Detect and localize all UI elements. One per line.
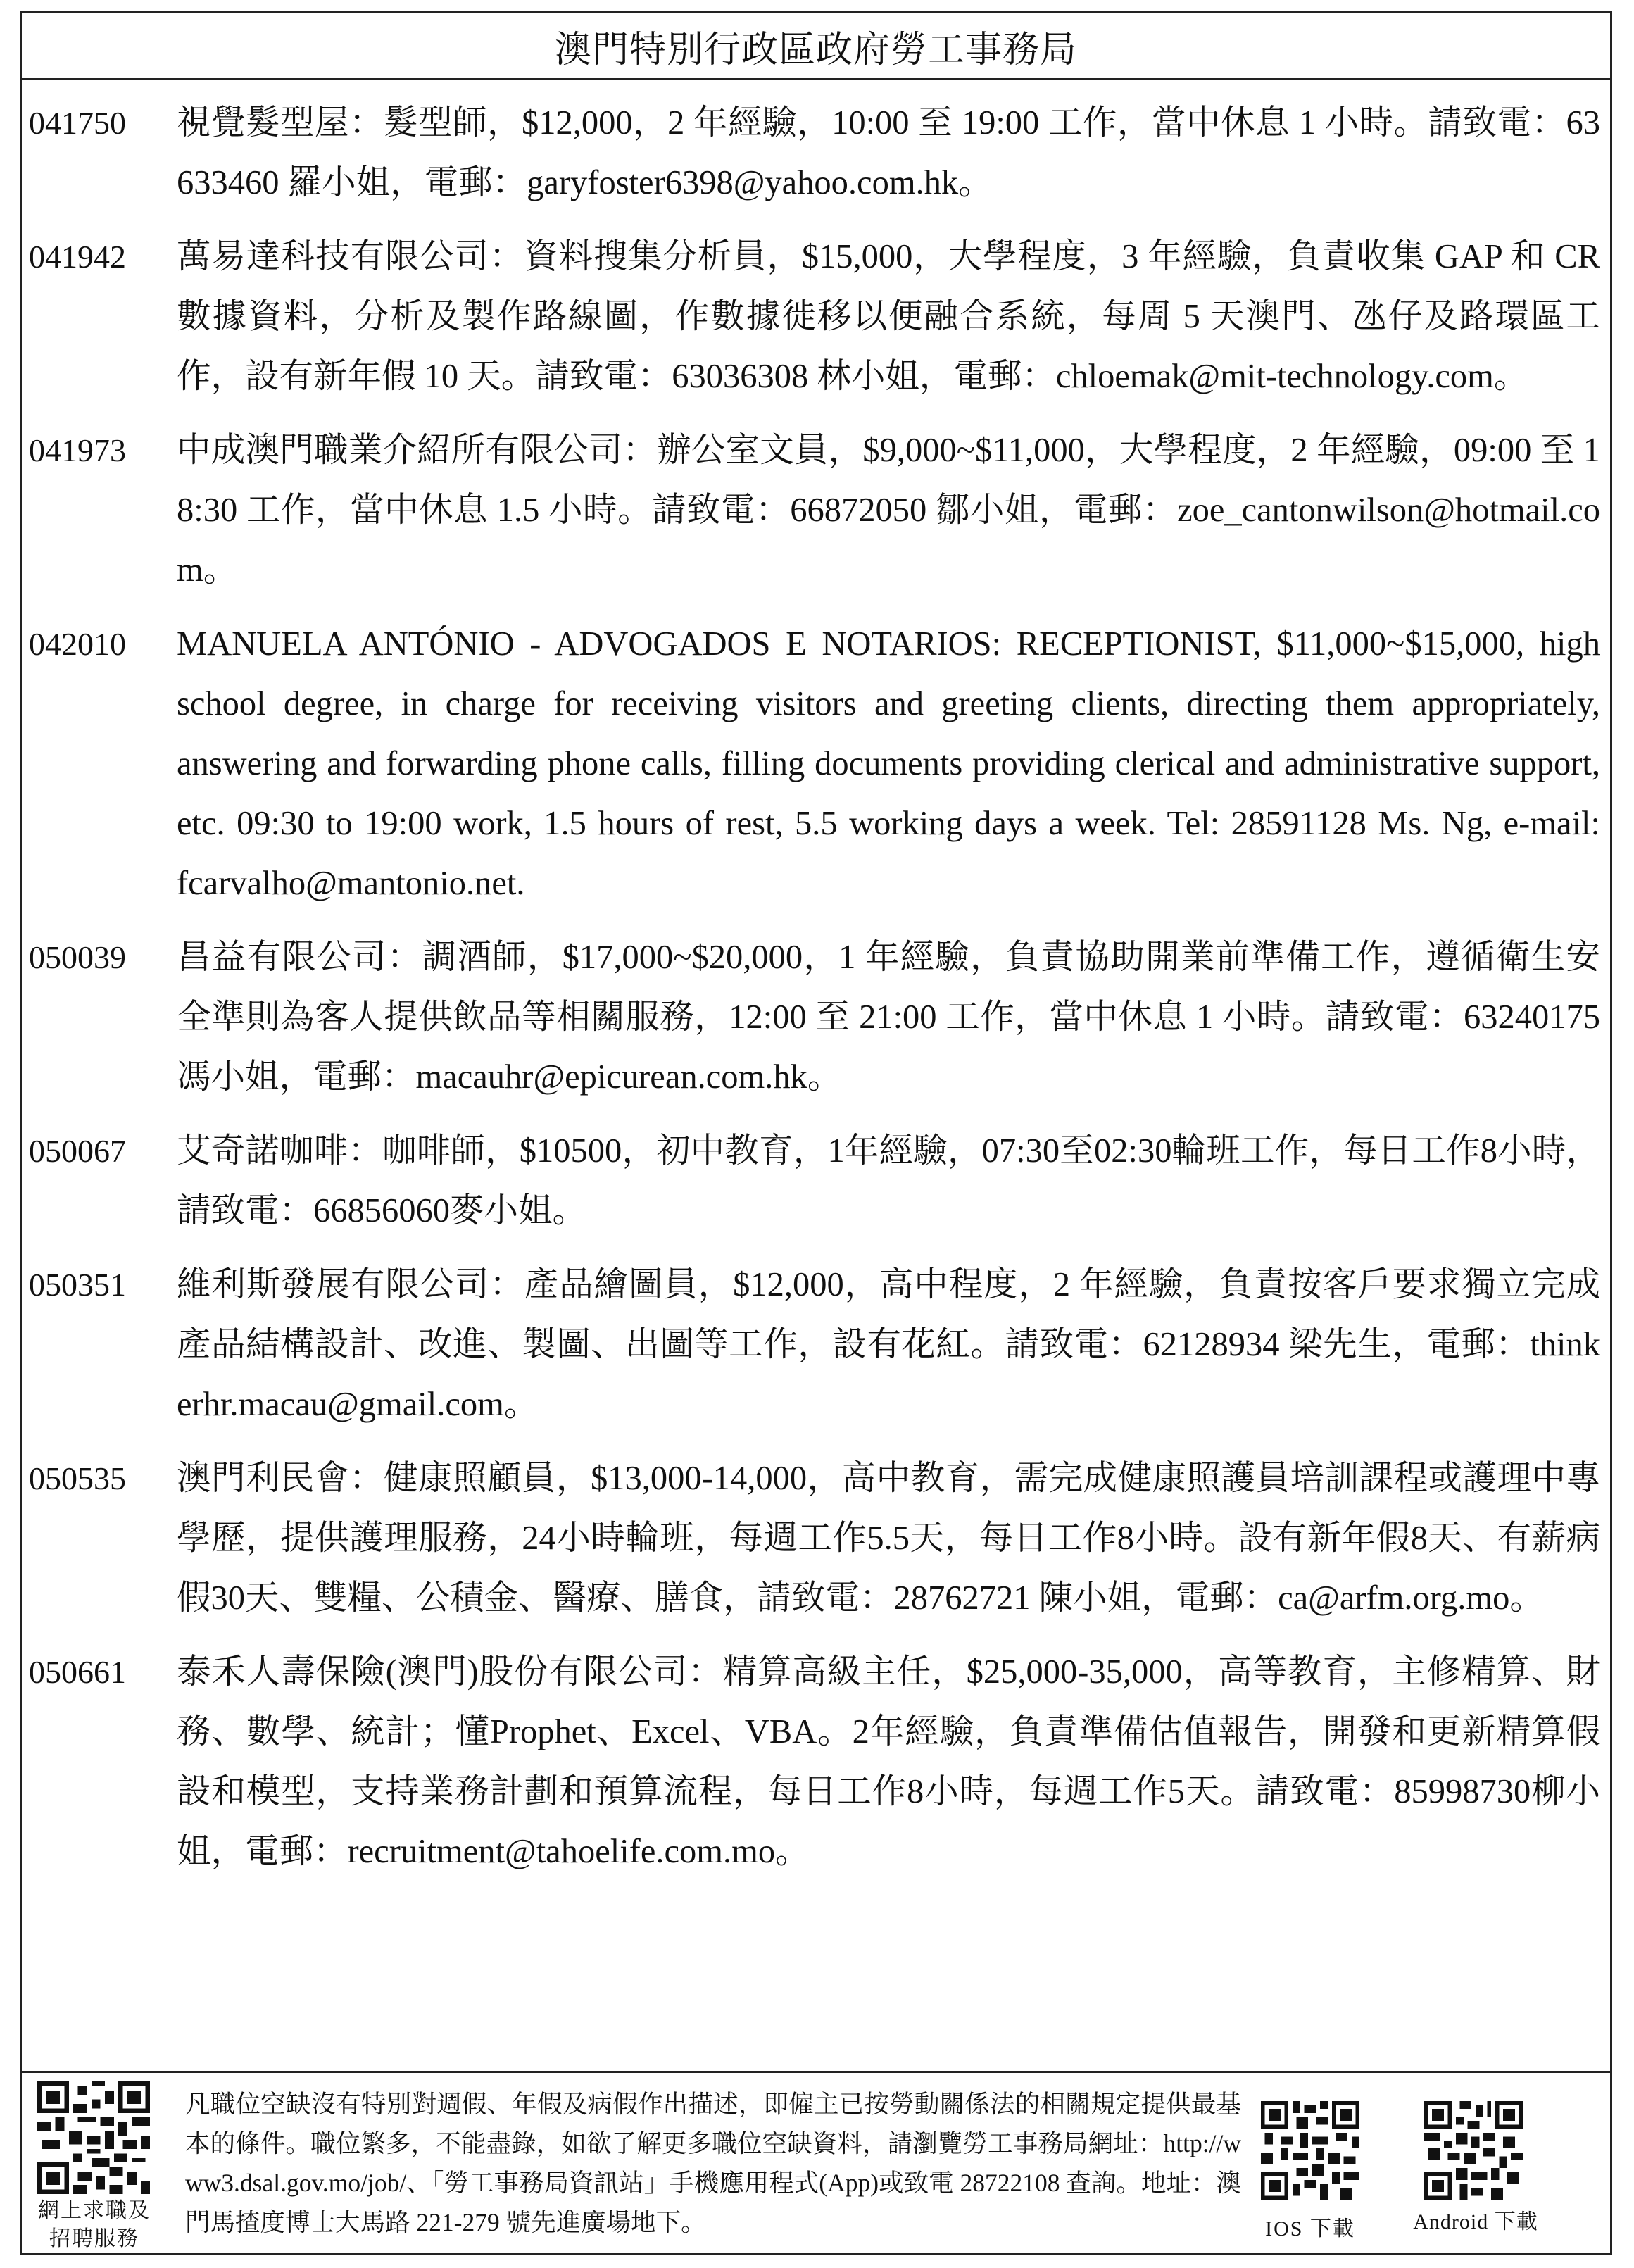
listing-code: 050535 [29, 1460, 126, 1496]
job-listing-050067 [29, 1121, 1600, 1241]
job-listing-050039 [29, 927, 1600, 1107]
listing-code: 050067 [29, 1133, 126, 1169]
listing-code: 041750 [29, 105, 126, 141]
job-listing-042010 [29, 614, 1600, 913]
android-download-label: Android 下載 [1413, 2210, 1538, 2233]
listing-code: 050039 [29, 939, 126, 975]
ios-download-qr-icon[interactable] [1261, 2101, 1359, 2200]
listing-code: 041973 [29, 432, 126, 468]
listing-text: 昌益有限公司：調酒師，$17,000~$20,000，1 年經驗，負責協助開業前準備工作，遵循衛生安全準則為客人提供飲品等相關服務，12:00 至 21:00 工作，當中休息 1 小時。請致電：63240175 馮小姐，電郵：macauhr@epicurean.com.hk。 [177, 939, 1600, 1096]
footer [22, 2071, 1610, 2253]
listing-text: 中成澳門職業介紹所有限公司：辦公室文員，$9,000~$11,000，大學程度，2 年經驗，09:00 至 18:30 工作，當中休息 1.5 小時。請致電：66872050 鄒小姐，電郵：zoe_cantonwilson@hotmail.com。 [177, 432, 1600, 589]
android-download-qr-icon[interactable] [1424, 2101, 1523, 2200]
footer-notice: 凡職位空缺沒有特別對週假、年假及病假作出描述，即僱主已按勞動關係法的相關規定提供最基本的條件。職位繁多，不能盡錄，如欲了解更多職位空缺資料，請瀏覽勞工事務局網址：http://www3.dsal.gov.mo/job/、「勞工事務局資訊站」手機應用程式(App)或致電 28722108 查詢。地址：澳門馬揸度博士大馬路 221-279 號先進廣場地下。 [185, 2090, 1241, 2236]
listing-code: 041942 [29, 239, 126, 275]
listing-text: 艾奇諾咖啡：咖啡師，$10500，初中教育，1年經驗，07:30至02:30輪班工作，每日工作8小時，請致電：66856060麥小姐。 [177, 1132, 1600, 1229]
job-notice-sheet [20, 11, 1612, 2255]
page-title: 澳門特別行政區政府勞工事務局 [22, 13, 1610, 80]
listing-text: 維利斯發展有限公司：產品繪圖員，$12,000，高中程度，2 年經驗，負責按客戶要求獨立完成產品結構設計、改進、製圖、出圖等工作，設有花紅。請致電：62128934 梁先生，電郵：thinkerhr.macau@gmail.com。 [177, 1266, 1600, 1423]
listing-code: 050351 [29, 1267, 126, 1303]
job-listing-050351 [29, 1255, 1600, 1434]
listing-text: MANUELA ANTÓNIO - ADVOGADOS E NOTARIOS: RECEPTIONIST, $11,000~$15,000, high school degree, in charge for receiving visitors and greeting clients, directing them appropriately, answering and forwarding phone calls, filling documents providing clerical and administrative support, etc. 09:30 to 19:00 work, 1.5 hours of rest, 5.5 working days a week. Tel: 28591128 Ms. Ng, e-mail: fcarvalho@mantonio.net. [177, 625, 1600, 902]
listing-code: 050661 [29, 1654, 126, 1690]
job-listing-041750 [29, 93, 1600, 213]
listing-code: 042010 [29, 626, 126, 662]
job-service-qr-icon[interactable] [37, 2081, 150, 2194]
job-listing-041942 [29, 227, 1600, 406]
listing-text: 視覺髮型屋：髮型師，$12,000，2 年經驗，10:00 至 19:00 工作，當中休息 1 小時。請致電：63633460 羅小姐，電郵：garyfoster6398@yahoo.com.hk。 [177, 104, 1600, 201]
job-service-qr-label: 網上求職及招聘服務 [38, 2199, 151, 2250]
listing-text: 萬易達科技有限公司：資料搜集分析員，$15,000，大學程度，3 年經驗，負責收集 GAP 和 CR 數據資料，分析及製作路線圖，作數據徙移以便融合系統，每周 5 天澳門、氹仔及路環區工作，設有新年假 10 天。請致電：63036308 林小姐，電郵：chloemak@mit-technology.com。 [177, 238, 1600, 395]
job-listings [22, 80, 1610, 1881]
job-listing-050535 [29, 1448, 1600, 1628]
job-listing-050661 [29, 1642, 1600, 1881]
ios-download-label: IOS 下載 [1265, 2217, 1355, 2241]
job-listing-041973 [29, 420, 1600, 600]
listing-text: 澳門利民會：健康照顧員，$13,000-14,000，高中教育，需完成健康照護員培訓課程或護理中專學歷，提供護理服務，24小時輪班，每週工作5.5天，每日工作8小時。設有新年假8天、有薪病假30天、雙糧、公積金、醫療、膳食，請致電：28762721 陳小姐，電郵：ca@arfm.org.mo。 [177, 1460, 1600, 1617]
listing-text: 泰禾人壽保險(澳門)股份有限公司：精算高級主任，$25,000-35,000，高等教育，主修精算、財務、數學、統計；懂Prophet、Excel、VBA。2年經驗，負責準備估值報告，開發和更新精算假設和模型，支持業務計劃和預算流程，每日工作8小時，每週工作5天。請致電：85998730柳小姐，電郵：recruitment@tahoelife.com.mo。 [177, 1653, 1600, 1870]
